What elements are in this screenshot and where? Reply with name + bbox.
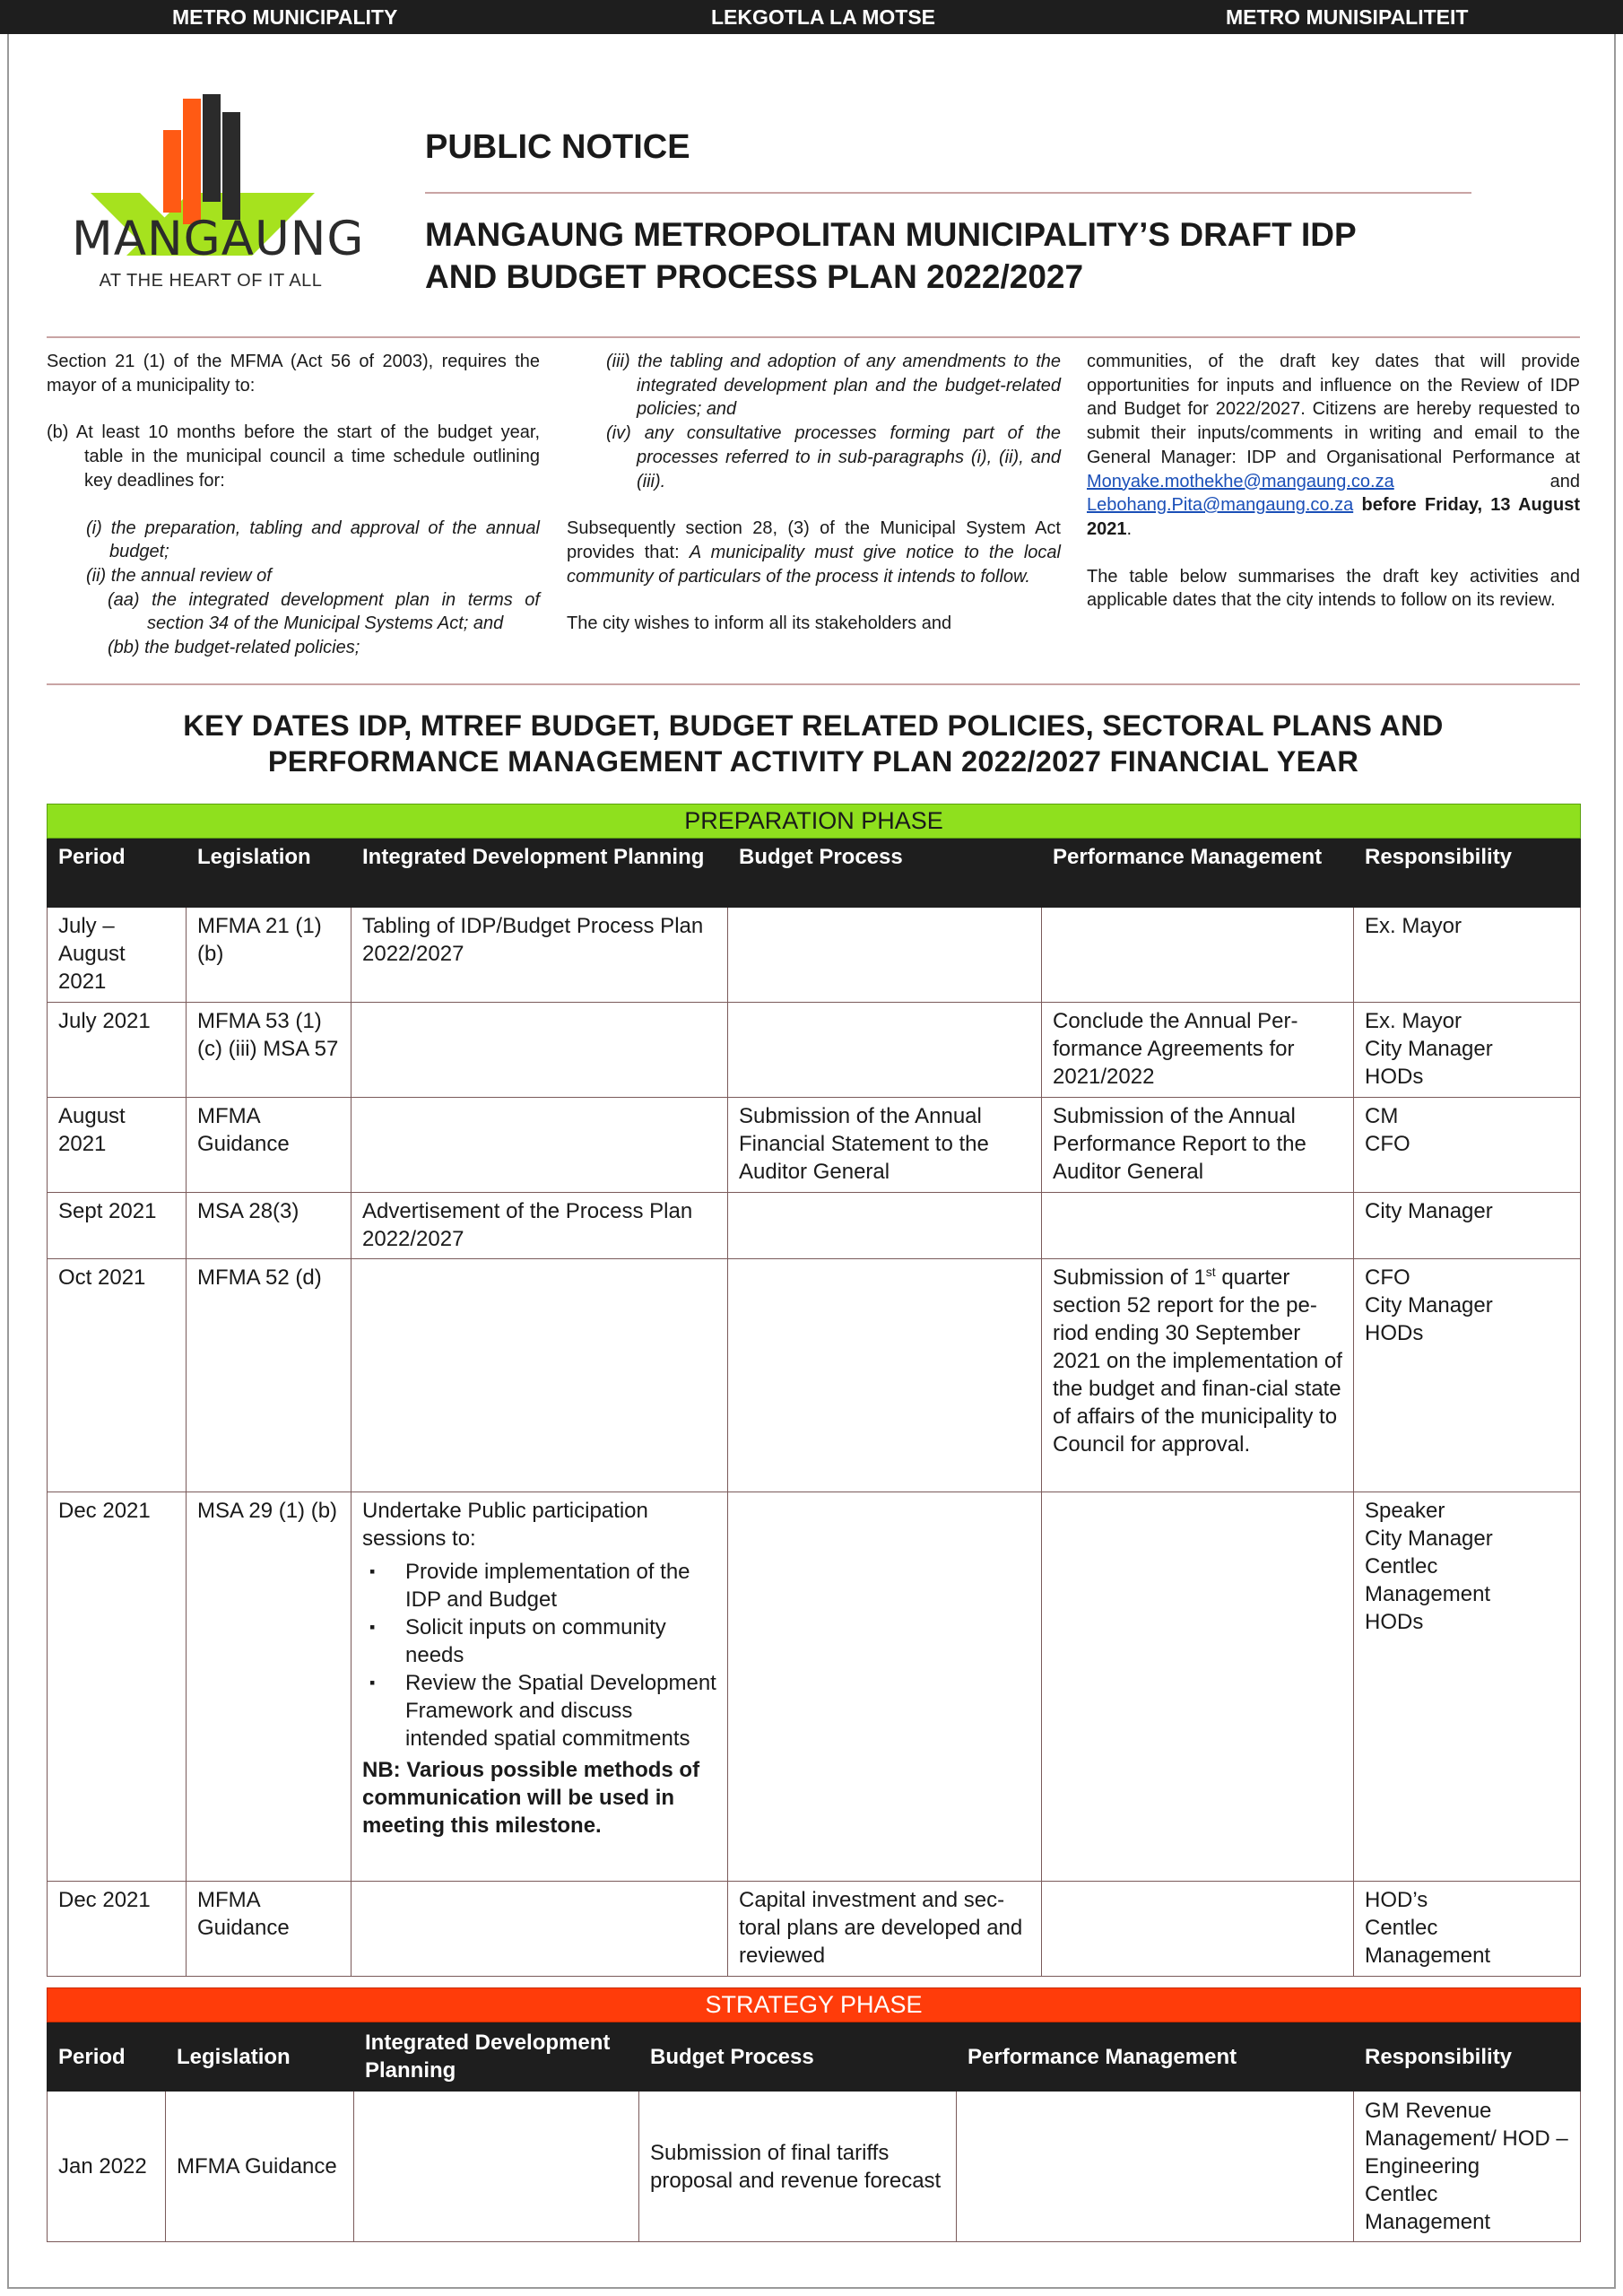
cell-idp: Advertisement of the Process Plan 2022/2027	[352, 1193, 728, 1259]
responsibility-line: CM	[1365, 1104, 1399, 1128]
pm-text: Submission of 1	[1053, 1265, 1206, 1290]
table-row	[48, 1882, 1581, 1977]
cell-budget: Capital investment and sec-toral plans are developed and reviewed	[728, 1882, 1042, 1977]
intro-item-b: (b) At least 10 months before the start of the budget year, table in the municipal council a time schedule outlining key deadlines for:	[47, 422, 540, 491]
responsibility-line: Centlec Management	[1365, 1916, 1491, 1968]
cell-period: Oct 2021	[48, 1259, 187, 1492]
cell-idp	[352, 1259, 728, 1492]
intro-text: .	[1126, 518, 1133, 539]
intro-column-2	[567, 350, 1061, 636]
divider	[47, 336, 1580, 338]
column-header-period: Period	[48, 839, 187, 908]
intro-subitem-i: (i) the preparation, tabling and approval of the annual budget;	[86, 517, 540, 562]
cell-pm	[1042, 1882, 1354, 1977]
preparation-phase-table	[47, 804, 1581, 1977]
cell-period: July – August 2021	[48, 908, 187, 1003]
table-row	[48, 1492, 1581, 1882]
responsibility-line: Speaker	[1365, 1499, 1445, 1523]
cell-pm	[1042, 1259, 1354, 1492]
cell-responsibility	[1354, 2092, 1581, 2242]
cell-budget: Submission of the Annual Financial Statement to the Auditor General	[728, 1098, 1042, 1193]
divider	[47, 683, 1580, 685]
responsibility-line: HOD’s	[1365, 1888, 1428, 1912]
preparation-phase-label: PREPARATION PHASE	[48, 804, 1581, 839]
responsibility-line: City Manager	[1365, 1526, 1493, 1551]
intro-paragraph: The table below summarises the draft key activities and applicable dates that the city intends to follow on its review.	[1087, 566, 1580, 611]
idp-bullet-list	[362, 1558, 716, 1752]
list-item: ▪ Solicit inputs on community needs	[362, 1613, 716, 1669]
cell-budget	[728, 1003, 1042, 1098]
intro-column-3	[1087, 350, 1580, 613]
cell-idp: Tabling of IDP/Budget Process Plan 2022/2027	[352, 908, 728, 1003]
cell-legislation: MFMA 52 (d)	[187, 1259, 352, 1492]
list-item: ▪ Provide implementation of the IDP and Budget	[362, 1558, 716, 1613]
banner-right-text: METRO MUNISIPALITEIT	[1226, 5, 1469, 29]
column-header-responsibility: Responsibility	[1354, 2022, 1581, 2092]
responsibility-line: HODs	[1365, 1321, 1424, 1345]
intro-paragraph: Section 21 (1) of the MFMA (Act 56 of 2003), requires the mayor of a municipality to:	[47, 352, 540, 396]
responsibility-line: CFO	[1365, 1265, 1410, 1290]
column-header-idp: Integrated Development Planning	[354, 2022, 639, 2092]
mangaung-logo-icon	[68, 94, 365, 300]
cell-idp	[352, 1098, 728, 1193]
key-dates-line-2: PERFORMANCE MANAGEMENT ACTIVITY PLAN 2022/2027 FINANCIAL YEAR	[267, 745, 1359, 778]
cell-budget	[728, 1193, 1042, 1259]
email-link-2[interactable]: Lebohang.Pita@mangaung.co.za	[1087, 495, 1354, 516]
intro-text: Subsequently section 28, (3) of the Municipal System Act provides that:	[567, 518, 1061, 562]
cell-pm	[957, 2092, 1354, 2242]
cell-pm: Submission of the Annual Performance Report to the Auditor General	[1042, 1098, 1354, 1193]
strategy-phase-table	[47, 1987, 1581, 2242]
cell-pm	[1042, 908, 1354, 1003]
column-header-pm: Performance Management	[957, 2022, 1354, 2092]
cell-budget	[728, 1492, 1042, 1882]
cell-legislation: MSA 29 (1) (b)	[187, 1492, 352, 1882]
responsibility-line: City Manager	[1365, 1293, 1493, 1318]
cell-legislation: MFMA Guidance	[166, 2092, 354, 2242]
email-link-1[interactable]: Monyake.mothekhe@mangaung.co.za	[1087, 471, 1394, 491]
intro-subitem-iv: (iv) any consultative processes forming part of the processes referred to in sub-paragraphs (i), (ii), and (iii).	[606, 423, 1061, 491]
divider	[425, 192, 1471, 194]
cell-budget	[728, 1259, 1042, 1492]
page-title	[425, 213, 1537, 298]
logo-wordmark: MANGAUNG	[72, 212, 365, 266]
cell-budget	[728, 908, 1042, 1003]
column-header-budget: Budget Process	[728, 839, 1042, 908]
column-header-legislation: Legislation	[166, 2022, 354, 2092]
column-header-budget: Budget Process	[639, 2022, 957, 2092]
intro-quote: A municipality must give notice to the local community of particulars of the process it intends to follow.	[567, 542, 1061, 587]
responsibility-line: GM Revenue Management/ HOD – Engineering	[1365, 2099, 1568, 2179]
cell-period: Jan 2022	[48, 2092, 166, 2242]
responsibility-line: City Manager	[1365, 1037, 1493, 1061]
table-header-row	[48, 2022, 1581, 2092]
intro-subitem-iii: (iii) the tabling and adoption of any amendments to the integrated development plan and the budget-related policies; and	[606, 352, 1061, 420]
cell-idp	[352, 1492, 728, 1882]
deadline-text: before Friday, 13 August 2021	[1087, 495, 1580, 539]
cell-period: Dec 2021	[48, 1882, 187, 1977]
cell-legislation: MFMA Guidance	[187, 1098, 352, 1193]
title-line-2: AND BUDGET PROCESS PLAN 2022/2027	[425, 258, 1084, 295]
key-dates-line-1: KEY DATES IDP, MTREF BUDGET, BUDGET RELATED POLICIES, SECTORAL PLANS AND	[183, 709, 1444, 742]
cell-responsibility	[1354, 1003, 1581, 1098]
banner-left-text: METRO MUNICIPALITY	[172, 5, 398, 29]
cell-responsibility	[1354, 1492, 1581, 1882]
column-header-period: Period	[48, 2022, 166, 2092]
intro-paragraph	[1087, 350, 1580, 542]
cell-period: July 2021	[48, 1003, 187, 1098]
ordinal-suffix: st	[1205, 1265, 1216, 1279]
column-header-responsibility: Responsibility	[1354, 839, 1581, 908]
cell-idp	[354, 2092, 639, 2242]
responsibility-line: CFO	[1365, 1132, 1410, 1156]
cell-responsibility: Ex. Mayor	[1354, 908, 1581, 1003]
intro-column-1	[47, 350, 540, 660]
intro-subitem-aa: (aa) the integrated development plan in terms of section 34 of the Municipal Systems Act; and	[108, 589, 540, 634]
cell-pm: Conclude the Annual Per-formance Agreements for 2021/2022	[1042, 1003, 1354, 1098]
cell-pm	[1042, 1193, 1354, 1259]
logo-tagline: AT THE HEART OF IT ALL	[99, 271, 323, 291]
list-item: ▪ Review the Spatial Development Framework and discuss intended spatial commitments	[362, 1669, 716, 1752]
key-dates-heading	[47, 708, 1580, 779]
pm-text: quarter section 52 report for the pe-riod ending 30 September 2021 on the implementation of the budget and finan-cial state of affairs of the municipality to Council for approval.	[1053, 1265, 1342, 1457]
banner-center-text: LEKGOTLA LA MOTSE	[711, 5, 936, 29]
table-row	[48, 1193, 1581, 1259]
responsibility-line: HODs	[1365, 1610, 1424, 1634]
idp-note: NB: Various possible methods of communication will be used in meeting this milestone.	[362, 1758, 700, 1838]
intro-paragraph: The city wishes to inform all its stakeholders and	[567, 613, 952, 634]
column-header-legislation: Legislation	[187, 839, 352, 908]
cell-pm	[1042, 1492, 1354, 1882]
strategy-phase-label: STRATEGY PHASE	[48, 1988, 1581, 2022]
top-banner	[0, 0, 1623, 34]
cell-period: Sept 2021	[48, 1193, 187, 1259]
cell-period: August 2021	[48, 1098, 187, 1193]
intro-text: communities, of the draft key dates that will provide opportunities for inputs and influence on the Review of IDP and Budget for 2022/2027. Citizens are hereby requested to submit their inputs/comments in writing and email to the General Manager: IDP and Organisational Performance at	[1087, 352, 1580, 467]
table-row	[48, 908, 1581, 1003]
table-header-row	[48, 839, 1581, 908]
table-row	[48, 1098, 1581, 1193]
cell-idp	[352, 1882, 728, 1977]
notice-label: PUBLIC NOTICE	[425, 128, 690, 166]
cell-period: Dec 2021	[48, 1492, 187, 1882]
intro-text: and	[1393, 471, 1580, 491]
cell-idp	[352, 1003, 728, 1098]
column-header-idp: Integrated Development Planning	[352, 839, 728, 908]
cell-responsibility	[1354, 1882, 1581, 1977]
phase-row	[48, 1988, 1581, 2022]
table-row	[48, 2092, 1581, 2242]
phase-row	[48, 804, 1581, 839]
title-line-1: MANGAUNG METROPOLITAN MUNICIPALITY’S DRAFT IDP	[425, 216, 1357, 253]
cell-responsibility	[1354, 1259, 1581, 1492]
cell-responsibility: City Manager	[1354, 1193, 1581, 1259]
cell-budget: Submission of final tariffs proposal and revenue forecast	[639, 2092, 957, 2242]
responsibility-line: Centlec Management	[1365, 2182, 1491, 2234]
responsibility-line: Ex. Mayor	[1365, 1009, 1462, 1033]
cell-legislation: MFMA 21 (1) (b)	[187, 908, 352, 1003]
table-row	[48, 1259, 1581, 1492]
intro-subitem-bb: (bb) the budget-related policies;	[108, 638, 360, 658]
responsibility-line: Centlec Management	[1365, 1554, 1491, 1606]
column-header-pm: Performance Management	[1042, 839, 1354, 908]
cell-responsibility	[1354, 1098, 1581, 1193]
cell-legislation: MSA 28(3)	[187, 1193, 352, 1259]
idp-intro: Undertake Public participation sessions to:	[362, 1499, 648, 1551]
table-row	[48, 1003, 1581, 1098]
intro-paragraph	[567, 517, 1061, 588]
responsibility-line: HODs	[1365, 1065, 1424, 1089]
cell-legislation: MFMA Guidance	[187, 1882, 352, 1977]
intro-subitem-ii: (ii) the annual review of	[86, 565, 272, 586]
cell-legislation: MFMA 53 (1) (c) (iii) MSA 57	[187, 1003, 352, 1098]
